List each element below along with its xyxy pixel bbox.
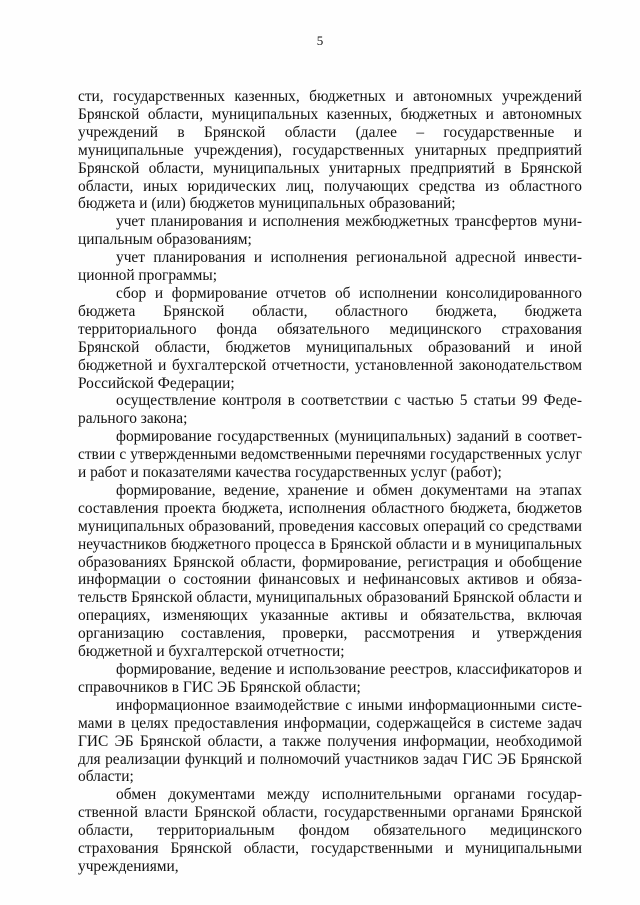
paragraph-10: обмен документами между исполнительными органами государственной власти Брянской области, государственными органами Брянской области, территориальным фондом обязательного медицинского страхования Брянской области, государственными и муниципальными учреждениями, <box>78 786 582 875</box>
paragraph-5: осуществление контроля в соответствии с частью 5 статьи 99 Федерального закона; <box>78 392 582 428</box>
paragraph-7: формирование, ведение, хранение и обмен документами на этапах составления проекта бюджета, исполнения областного бюджета, бюджетов муниципальных образований, проведения кассовых операций со средствами неучастников бюджетного процесса в Брянской области и в муниципальных образованиях Брянской области, формирование, регистрация и обобщение информации о состоянии финансовых и нефинансовых активов и обязательств Брянской области, муниципальных образований Брянской области и операциях, изменяющих указанные активы и обязательства, включая организацию составления, проверки, рассмотрения и утверждения бюджетной и бухгалтерской отчетности; <box>78 481 582 661</box>
paragraph-2: учет планирования и исполнения межбюджетных трансфертов муниципальным образованиям; <box>78 213 582 249</box>
page-number: 5 <box>316 33 324 48</box>
paragraph-3: учет планирования и исполнения региональной адресной инвестиционной программы; <box>78 249 582 285</box>
paragraph-4: сбор и формирование отчетов об исполнении консолидированного бюджета Брянской области, областного бюджета, бюджета территориального фонда обязательного медицинского страхования Брянской области, бюджетов муниципальных образований и иной бюджетной и бухгалтерской отчетности, установленной законодательством Российской Федерации; <box>78 284 582 392</box>
document-body <box>78 88 582 876</box>
paragraph-8: формирование, ведение и использование реестров, классификаторов и справочников в ГИС ЭБ Брянской области; <box>78 661 582 696</box>
paragraph-6: формирование государственных (муниципальных) заданий в соответствии с утвержденными ведомственными перечнями государственных услуг и работ и показателями качества государственных услуг (работ); <box>78 428 582 482</box>
paragraph-9: информационное взаимодействие с иными информационными системами в целях предоставления информации, содержащейся в системе задач ГИС ЭБ Брянской области, а также получения информации, необходимой для реализации функций и полномочий участников задач ГИС ЭБ Брянской области; <box>78 696 582 786</box>
paragraph-1: сти, государственных казенных, бюджетных и автономных учреждений Брянской области, муниципальных казенных, бюджетных и автономных учреждений в Брянской области (далее – государственные и муниципальные учреждения), государственных унитарных предприятий Брянской области, муниципальных унитарных предприятий в Брянской области, иных юридических лиц, получающих средства из областного бюджета и (или) бюджетов муниципальных образований; <box>78 88 582 213</box>
